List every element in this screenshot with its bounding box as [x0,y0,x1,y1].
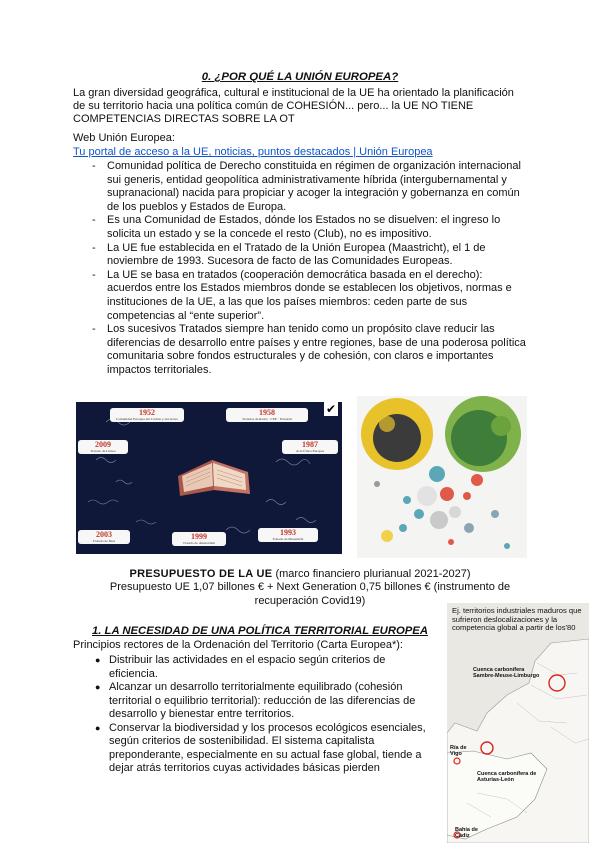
year-card: 1987 Acta Única Europea [282,440,338,454]
intro-line-1: La gran diversidad geográfica, cultural e institucional de la UE ha orientado la planificación [73,87,514,99]
treaties-timeline-image [76,402,342,554]
open-book-icon [174,446,254,498]
budget-caption [0,568,600,580]
list-item: ● Conservar la biodiversidad y los procesos ecológicos esenciales, según criterios de sostenibilidad. El sistema capitalista preponderante, especialmente en su actual fase global, tiende a dejar atrás territorios cuyas actividades básicas pierden [95,722,435,776]
principles-intro: Principios rectores de la Ordenación del Territorio (Carta Europea*): [73,639,403,651]
principles-list [95,654,435,776]
budget-amounts: Presupuesto UE 1,07 billones € + Next Generation 0,75 billones € (instrumento de recuperación Covid19) [109,581,511,607]
budget-bubbles-graphic [357,396,527,558]
checkmark-icon: ✔ [325,402,337,416]
europe-map-graphic [447,603,589,843]
budget-caption-rest: (marco financiero plurianual 2021-2027) [272,568,471,580]
year-card: 1999 Tratado de Ámsterdam [172,532,226,546]
year-card: 2003 Tratado de Niza [78,530,130,544]
map-label-vigo: Ría de Vigo [450,745,467,757]
map-title: Ej. territorios industriales maduros que sufrieron deslocalizaciones y la competencia global a partir de los'80 [452,606,582,633]
map-label-sambre: Cuenca carbonífera Sambre-Meuse-Limburgo [473,667,540,679]
heading-why-eu: 0. ¿POR QUÉ LA UNIÓN EUROPEA? [201,71,399,83]
intro-line-3: COMPETENCIAS DIRECTAS SOBRE LA OT [73,113,295,126]
list-item: ● Alcanzar un desarrollo territorialmente equilibrado (cohesión territorial o equilibrio territorial): reducción de las diferencias de desarrollo y bienestar entre territorios. [95,681,435,722]
list-item: - Los sucesivos Tratados siempre han tenido como un propósito clave reducir las diferencias de desarrollo entre países y entre regiones, base de una poderosa política comunitaria sobre fondos estructurales y de cohesión, con claros e importantes impactos territoriales. [98,323,528,377]
list-item: - Comunidad política de Derecho constituida en régimen de organización internacional sui generis, entidad geopolítica administrativamente híbrida (intergubernamental y supranacional) nacida para propiciar y acoger la integración y gobernanza en común de los pueblos y Estados de Europa. [98,160,528,214]
intro-paragraph [73,87,533,127]
list-item: - La UE se basa en tratados (cooperación democrática basada en el derecho): acuerdos entre los Estados miembros donde se establecen los objetivos, normas e instituciones de la UE, a las que los países miembros: ceden parte de sus competencias al “ente superior”. [98,269,528,323]
web-label: Web Unión Europea: [73,132,175,144]
eu-portal-link[interactable]: Tu portal de acceso a la UE, noticias, puntos destacados | Unión Europea [73,146,433,158]
eu-budget-bubbles-image [357,396,527,558]
intro-line-2: de su territorio hacia una política común de COHESIÓN... pero... la UE NO TIENE [73,100,474,113]
year-card: 1952 Comunidad Europea del Carbón y del Acero [110,408,184,422]
list-item: ● Distribuir las actividades en el espacio según criterios de eficiencia. [95,654,435,681]
list-item: - La UE fue establecida en el Tratado de la Unión Europea (Maastricht), el 1 de noviembre de 1993. Sucesora de facto de las Comunidades Europeas. [98,242,528,269]
year-card: 1958 Tratados de Roma · CEE · Euratom [226,408,308,422]
heading-territorial-policy: 1. LA NECESIDAD DE UNA POLÍTICA TERRITORIAL EUROPEA [92,625,429,637]
list-item: - Es una Comunidad de Estados, dónde los Estados no se disuelven: el ingreso lo solicita un estado y se la concede el resto (Club), no es impositivo. [98,214,528,241]
budget-caption-bold: PRESUPUESTO DE LA UE [129,568,273,580]
year-card: 2009 Tratado de Lisboa [78,440,128,454]
industrial-regions-map [447,603,589,843]
map-label-asturias: Cuenca carbonífera de Asturias-León [477,771,537,783]
year-card: 1993 Tratado de Maastricht [258,528,318,542]
map-label-cadiz: Bahía de Cádiz [455,827,478,839]
eu-facts-list [98,160,528,378]
